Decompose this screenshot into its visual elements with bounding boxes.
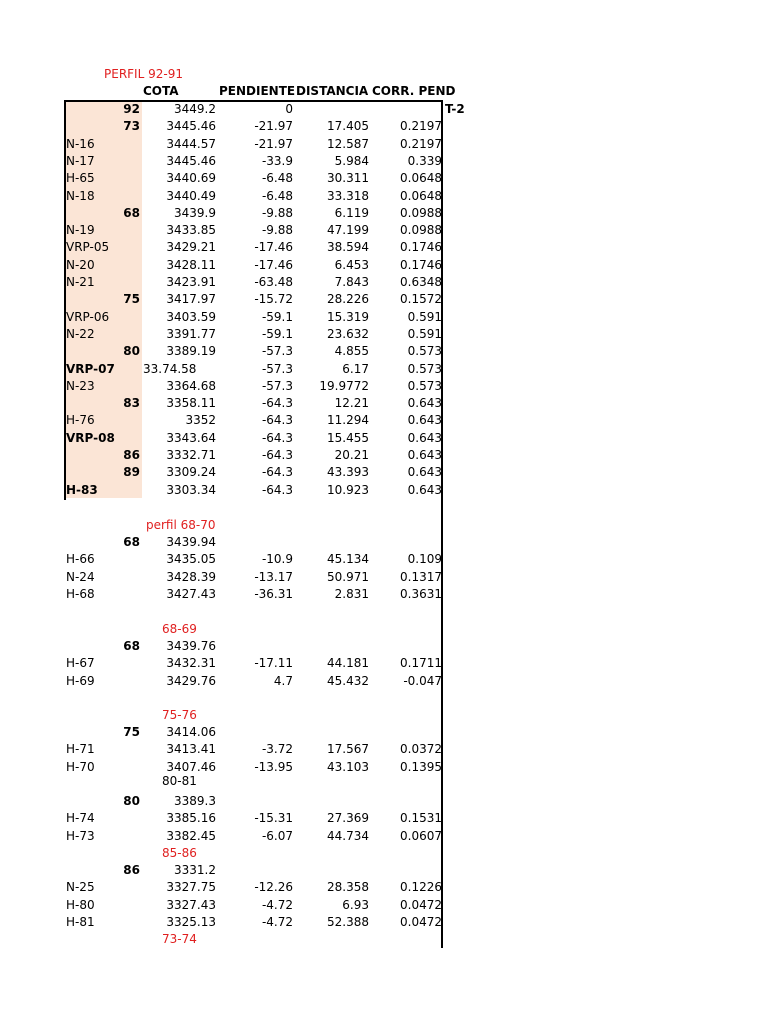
table-row (0, 741, 450, 758)
cell-distancia: 6.17 (342, 361, 369, 376)
cell-name: H-71 (66, 742, 95, 757)
header-pendiente: PENDIENTE (219, 84, 296, 98)
cell-station: 80 (123, 344, 140, 359)
cell-station: 68 (123, 205, 140, 220)
cell-cota: 3449.2 (174, 102, 216, 116)
table-row (0, 153, 450, 170)
cell-distancia: 17.567 (327, 742, 369, 757)
cell-pendiente: -59.1 (261, 309, 293, 324)
cell-corr-pend: 0.3631 (400, 586, 442, 601)
section-title: 75-76 (162, 708, 197, 722)
cell-distancia: 52.388 (327, 914, 369, 929)
cell-corr-pend: 0.1395 (400, 759, 442, 774)
cell-distancia: 50.971 (327, 569, 369, 584)
cell-name: N-24 (66, 569, 95, 584)
cell-distancia: 6.453 (334, 257, 369, 272)
cell-cota: 3309.24 (166, 465, 216, 480)
section-title: 80-81 (162, 774, 197, 788)
header-cota: COTA (143, 84, 179, 98)
cell-pendiente: -17.11 (254, 656, 293, 671)
cell-pendiente: -4.72 (261, 897, 293, 912)
cell-name: VRP-08 (66, 430, 115, 445)
cell-cota: 3332.71 (166, 448, 216, 462)
cell-distancia: 6.93 (342, 897, 369, 912)
cell-corr-pend: 0.643 (407, 413, 442, 428)
cell-cota: 3364.68 (166, 378, 216, 393)
cell-distancia: 5.984 (334, 153, 369, 168)
cell-name: VRP-07 (66, 361, 115, 376)
cell-corr-pend: 0.0648 (400, 188, 442, 203)
cell-pendiente: -64.3 (261, 482, 293, 497)
cell-cota: 3444.57 (166, 136, 216, 151)
cell-distancia: 7.843 (334, 275, 369, 289)
cell-corr-pend: 0.0472 (400, 897, 442, 912)
cell-distancia: 38.594 (327, 240, 369, 255)
cell-cota: 3358.11 (166, 396, 216, 411)
cell-pendiente: -17.46 (254, 240, 293, 255)
cell-cota: 3327.43 (166, 897, 216, 912)
cell-distancia: 2.831 (334, 586, 369, 601)
cell-corr-pend: 0.0607 (400, 828, 442, 843)
cell-pendiente: 4.7 (273, 673, 293, 688)
cell-corr-pend: 0.1746 (400, 240, 442, 255)
cell-pendiente: -57.3 (261, 378, 293, 393)
table-row (0, 239, 450, 256)
cell-corr-pend: 0.1531 (400, 811, 442, 826)
cell-distancia: 10.923 (327, 482, 369, 497)
table-row (0, 586, 450, 603)
cell-pendiente: -9.88 (261, 205, 293, 220)
cell-pendiente: -9.88 (261, 223, 293, 238)
cell-cota: 3432.31 (166, 656, 216, 671)
section-title: 85-86 (162, 846, 197, 860)
cell-pendiente: -17.46 (254, 257, 293, 272)
cell-station: 86 (123, 448, 140, 462)
cell-corr-pend: 0.643 (407, 396, 442, 411)
table-row (0, 291, 450, 308)
cell-cota: 3327.75 (166, 880, 216, 895)
table-row (0, 793, 450, 810)
cell-name: VRP-05 (66, 240, 110, 255)
header-distancia: DISTANCIA (296, 84, 369, 98)
cell-pendiente: -33.9 (261, 153, 293, 168)
cell-cota: 3445.46 (166, 119, 216, 134)
cell-pendiente: -64.3 (261, 430, 293, 445)
table-row (0, 118, 450, 135)
cell-cota: 3414.06 (166, 725, 216, 739)
cell-pendiente: -4.72 (261, 914, 293, 929)
cell-cota: 3435.05 (166, 552, 216, 567)
section-title: perfil 68-70 (146, 518, 216, 532)
cell-corr-pend: 0.2197 (400, 136, 442, 151)
table-row (0, 430, 450, 447)
cell-cota: 3389.3 (174, 794, 216, 808)
cell-distancia: 47.199 (327, 223, 369, 238)
cell-pendiente: -64.3 (261, 465, 293, 480)
cell-cota: 3440.49 (166, 188, 216, 203)
cell-corr-pend: 0.6348 (400, 275, 442, 289)
cell-pendiente: -21.97 (254, 119, 293, 134)
table-row (0, 222, 450, 239)
cell-pendiente: 0 (285, 102, 293, 116)
cell-station: 92 (123, 102, 140, 116)
cell-name: H-76 (66, 413, 95, 428)
table-row (0, 205, 450, 222)
cell-cota: 3439.76 (166, 639, 216, 653)
cell-distancia: 44.181 (327, 656, 369, 671)
cell-distancia: 33.318 (327, 188, 369, 203)
cell-cota: 3403.59 (166, 309, 216, 324)
cell-corr-pend: 0.1711 (400, 656, 442, 671)
table-row (0, 828, 450, 845)
cell-corr-pend: 0.1226 (400, 880, 442, 895)
cell-distancia: 19.9772 (319, 378, 369, 393)
cell-cota: 3389.19 (166, 344, 216, 359)
table-row (0, 897, 450, 914)
cell-station: 73 (123, 119, 140, 134)
cell-pendiente: -64.3 (261, 396, 293, 411)
cell-cota: 3428.39 (166, 569, 216, 584)
cell-pendiente: -6.48 (261, 188, 293, 203)
cell-station: 68 (123, 639, 140, 653)
cell-name: N-18 (66, 188, 95, 203)
cell-cota: 3303.34 (166, 482, 216, 497)
cell-pendiente: -15.72 (254, 292, 293, 307)
cell-distancia: 45.134 (327, 552, 369, 567)
cell-pendiente: -13.17 (254, 569, 293, 584)
header-corr-pend: CORR. PEND (372, 84, 456, 98)
cell-cota: 3439.94 (166, 535, 216, 549)
table-row (0, 810, 450, 827)
cell-corr-pend: 0.0472 (400, 914, 442, 929)
cell-pendiente: -21.97 (254, 136, 293, 151)
cell-name: H-73 (66, 828, 95, 843)
cell-distancia: 11.294 (327, 413, 369, 428)
cell-name: H-74 (66, 811, 95, 826)
cell-cota: 3429.76 (166, 673, 216, 688)
table-row (0, 136, 450, 153)
cell-cota: 3445.46 (166, 153, 216, 168)
cell-distancia: 43.103 (327, 759, 369, 774)
cell-distancia: 43.393 (327, 465, 369, 480)
table-row (0, 879, 450, 896)
cell-cota: 3331.2 (174, 863, 216, 877)
cell-pendiente: -63.48 (254, 275, 293, 289)
cell-pendiente: -64.3 (261, 413, 293, 428)
cell-name: VRP-06 (66, 309, 110, 324)
cell-cota: 3413.41 (166, 742, 216, 757)
cell-pendiente: -59.1 (261, 326, 293, 341)
cell-cota: 3439.9 (174, 205, 216, 220)
cell-name: N-25 (66, 880, 95, 895)
cell-cota: 3428.11 (166, 257, 216, 272)
cell-corr-pend: 0.1572 (400, 292, 442, 307)
cell-distancia: 30.311 (327, 171, 369, 186)
cell-station: 68 (123, 535, 140, 549)
table-row (0, 378, 450, 395)
cell-station: 80 (123, 794, 140, 808)
table-row (0, 551, 450, 568)
table-row (0, 638, 450, 655)
cell-name: H-70 (66, 759, 95, 774)
cell-distancia: 15.455 (327, 430, 369, 445)
cell-name: N-21 (66, 275, 95, 289)
cell-pendiente: -57.3 (261, 361, 293, 376)
cell-cota: 3325.13 (166, 914, 216, 929)
table-row (0, 257, 450, 274)
cell-pendiente: -15.31 (254, 811, 293, 826)
cell-cota: 3417.97 (166, 292, 216, 307)
cell-name: N-19 (66, 223, 95, 238)
cell-corr-pend: 0.591 (407, 309, 442, 324)
cell-cota: 33.74.58 (143, 361, 197, 376)
cell-name: N-22 (66, 326, 95, 341)
table-row (0, 569, 450, 586)
cell-corr-pend: 0.2197 (400, 119, 442, 134)
cell-pendiente: -13.95 (254, 759, 293, 774)
cell-distancia: 15.319 (327, 309, 369, 324)
cell-pendiente: -6.07 (261, 828, 293, 843)
table-row (0, 862, 450, 879)
cell-station: 75 (123, 725, 140, 739)
cell-station: 86 (123, 863, 140, 877)
cell-corr-pend: 0.1317 (400, 569, 442, 584)
table-row (0, 343, 450, 360)
table-row (0, 655, 450, 672)
cell-corr-pend: 0.109 (407, 552, 442, 567)
cell-distancia: 4.855 (334, 344, 369, 359)
cell-pendiente: -57.3 (261, 344, 293, 359)
cell-pendiente: -10.9 (261, 552, 293, 567)
table-row (0, 482, 450, 499)
table-row (0, 395, 450, 412)
cell-distancia: 6.119 (334, 205, 369, 220)
cell-cota: 3382.45 (166, 828, 216, 843)
cell-distancia: 12.587 (327, 136, 369, 151)
table-row (0, 534, 450, 551)
cell-corr-pend: 0.573 (407, 361, 442, 376)
cell-corr-pend: 0.339 (407, 153, 442, 168)
cell-corr-pend: 0.0988 (400, 205, 442, 220)
cell-corr-pend: 0.643 (407, 448, 442, 462)
cell-name: H-65 (66, 171, 95, 186)
cell-cota: 3352 (185, 413, 216, 428)
cell-distancia: 23.632 (327, 326, 369, 341)
cell-name: N-23 (66, 378, 95, 393)
cell-name: H-81 (66, 914, 95, 929)
cell-cota: 3429.21 (166, 240, 216, 255)
cell-corr-pend: -0.047 (403, 673, 442, 688)
cell-corr-pend: 0.0372 (400, 742, 442, 757)
table-row (0, 274, 450, 291)
table-row (0, 759, 450, 776)
table-row (0, 361, 450, 378)
cell-name: N-16 (66, 136, 95, 151)
side-tag: T-2 (445, 102, 465, 116)
cell-station: 75 (123, 292, 140, 307)
cell-station: 83 (123, 396, 140, 411)
cell-name: H-66 (66, 552, 95, 567)
cell-cota: 3391.77 (166, 326, 216, 341)
cell-distancia: 20.21 (334, 448, 369, 462)
table-row (0, 188, 450, 205)
cell-distancia: 17.405 (327, 119, 369, 134)
cell-name: H-68 (66, 586, 95, 601)
table-row (0, 447, 450, 464)
cell-corr-pend: 0.643 (407, 465, 442, 480)
table-row (0, 412, 450, 429)
table-row (0, 326, 450, 343)
cell-corr-pend: 0.643 (407, 430, 442, 445)
cell-cota: 3407.46 (166, 759, 216, 774)
cell-corr-pend: 0.643 (407, 482, 442, 497)
cell-distancia: 44.734 (327, 828, 369, 843)
table-row (0, 101, 450, 118)
cell-cota: 3427.43 (166, 586, 216, 601)
table-row (0, 673, 450, 690)
cell-corr-pend: 0.1746 (400, 257, 442, 272)
cell-cota: 3385.16 (166, 811, 216, 826)
table-row (0, 464, 450, 481)
cell-name: H-69 (66, 673, 95, 688)
section-title: PERFIL 92-91 (104, 67, 183, 81)
section-title: 68-69 (162, 622, 197, 636)
cell-cota: 3343.64 (166, 430, 216, 445)
cell-distancia: 28.226 (327, 292, 369, 307)
cell-pendiente: -6.48 (261, 171, 293, 186)
section-title: 73-74 (162, 932, 197, 946)
cell-cota: 3433.85 (166, 223, 216, 238)
cell-station: 89 (123, 465, 140, 480)
cell-distancia: 28.358 (327, 880, 369, 895)
table-row (0, 724, 450, 741)
cell-pendiente: -12.26 (254, 880, 293, 895)
cell-corr-pend: 0.0988 (400, 223, 442, 238)
cell-corr-pend: 0.573 (407, 378, 442, 393)
table-row (0, 170, 450, 187)
cell-pendiente: -36.31 (254, 586, 293, 601)
cell-name: N-20 (66, 257, 95, 272)
cell-corr-pend: 0.573 (407, 344, 442, 359)
cell-distancia: 45.432 (327, 673, 369, 688)
cell-name: N-17 (66, 153, 95, 168)
table-row (0, 309, 450, 326)
cell-name: H-83 (66, 482, 98, 497)
cell-name: H-80 (66, 897, 95, 912)
table-row (0, 914, 450, 931)
cell-corr-pend: 0.591 (407, 326, 442, 341)
cell-distancia: 12.21 (334, 396, 369, 411)
cell-cota: 3423.91 (166, 275, 216, 289)
cell-cota: 3440.69 (166, 171, 216, 186)
cell-corr-pend: 0.0648 (400, 171, 442, 186)
cell-pendiente: -3.72 (261, 742, 293, 757)
cell-name: H-67 (66, 656, 95, 671)
cell-pendiente: -64.3 (261, 448, 293, 462)
cell-distancia: 27.369 (327, 811, 369, 826)
